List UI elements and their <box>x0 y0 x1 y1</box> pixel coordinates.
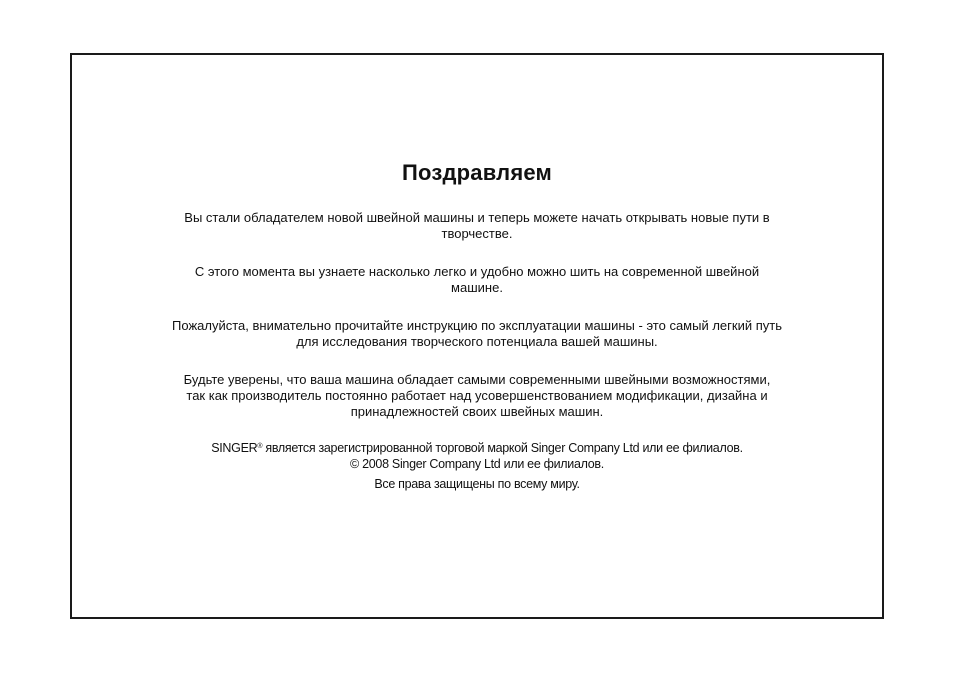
rights-line: Все права защищены по всему миру. <box>374 477 580 491</box>
paragraph-intro: Вы стали обладателем новой швейной машины и теперь можете начать открывать новые пути в творчестве. <box>184 210 770 241</box>
trademark-text: является зарегистрированной торговой маркой Singer Company Ltd или ее филиалов. <box>262 441 743 455</box>
legal-notice <box>127 440 827 492</box>
page-content <box>72 160 882 492</box>
paragraph-instructions: Пожалуйста, внимательно прочитайте инструкцию по эксплуатации машины - это самый легкий путь для исследования творческого потенциала вашей машины. <box>172 318 782 349</box>
registered-mark: ® <box>257 443 263 450</box>
paragraph-ease: С этого момента вы узнаете насколько легко и удобно можно шить на современной швейной машине. <box>194 264 760 295</box>
page-frame <box>70 53 884 619</box>
paragraph-features: Будьте уверены, что ваша машина обладает самыми современными швейными возможностями, так как производитель постоянно работает над усовершенствованием модификации, дизайна и принадлежностей своих швейных машин. <box>183 372 771 419</box>
brand-name: SINGER <box>211 441 258 455</box>
page-title: Поздравляем <box>401 160 552 185</box>
copyright-line: © 2008 Singer Company Ltd или ее филиалов. <box>350 457 604 471</box>
trademark-line <box>127 440 827 456</box>
